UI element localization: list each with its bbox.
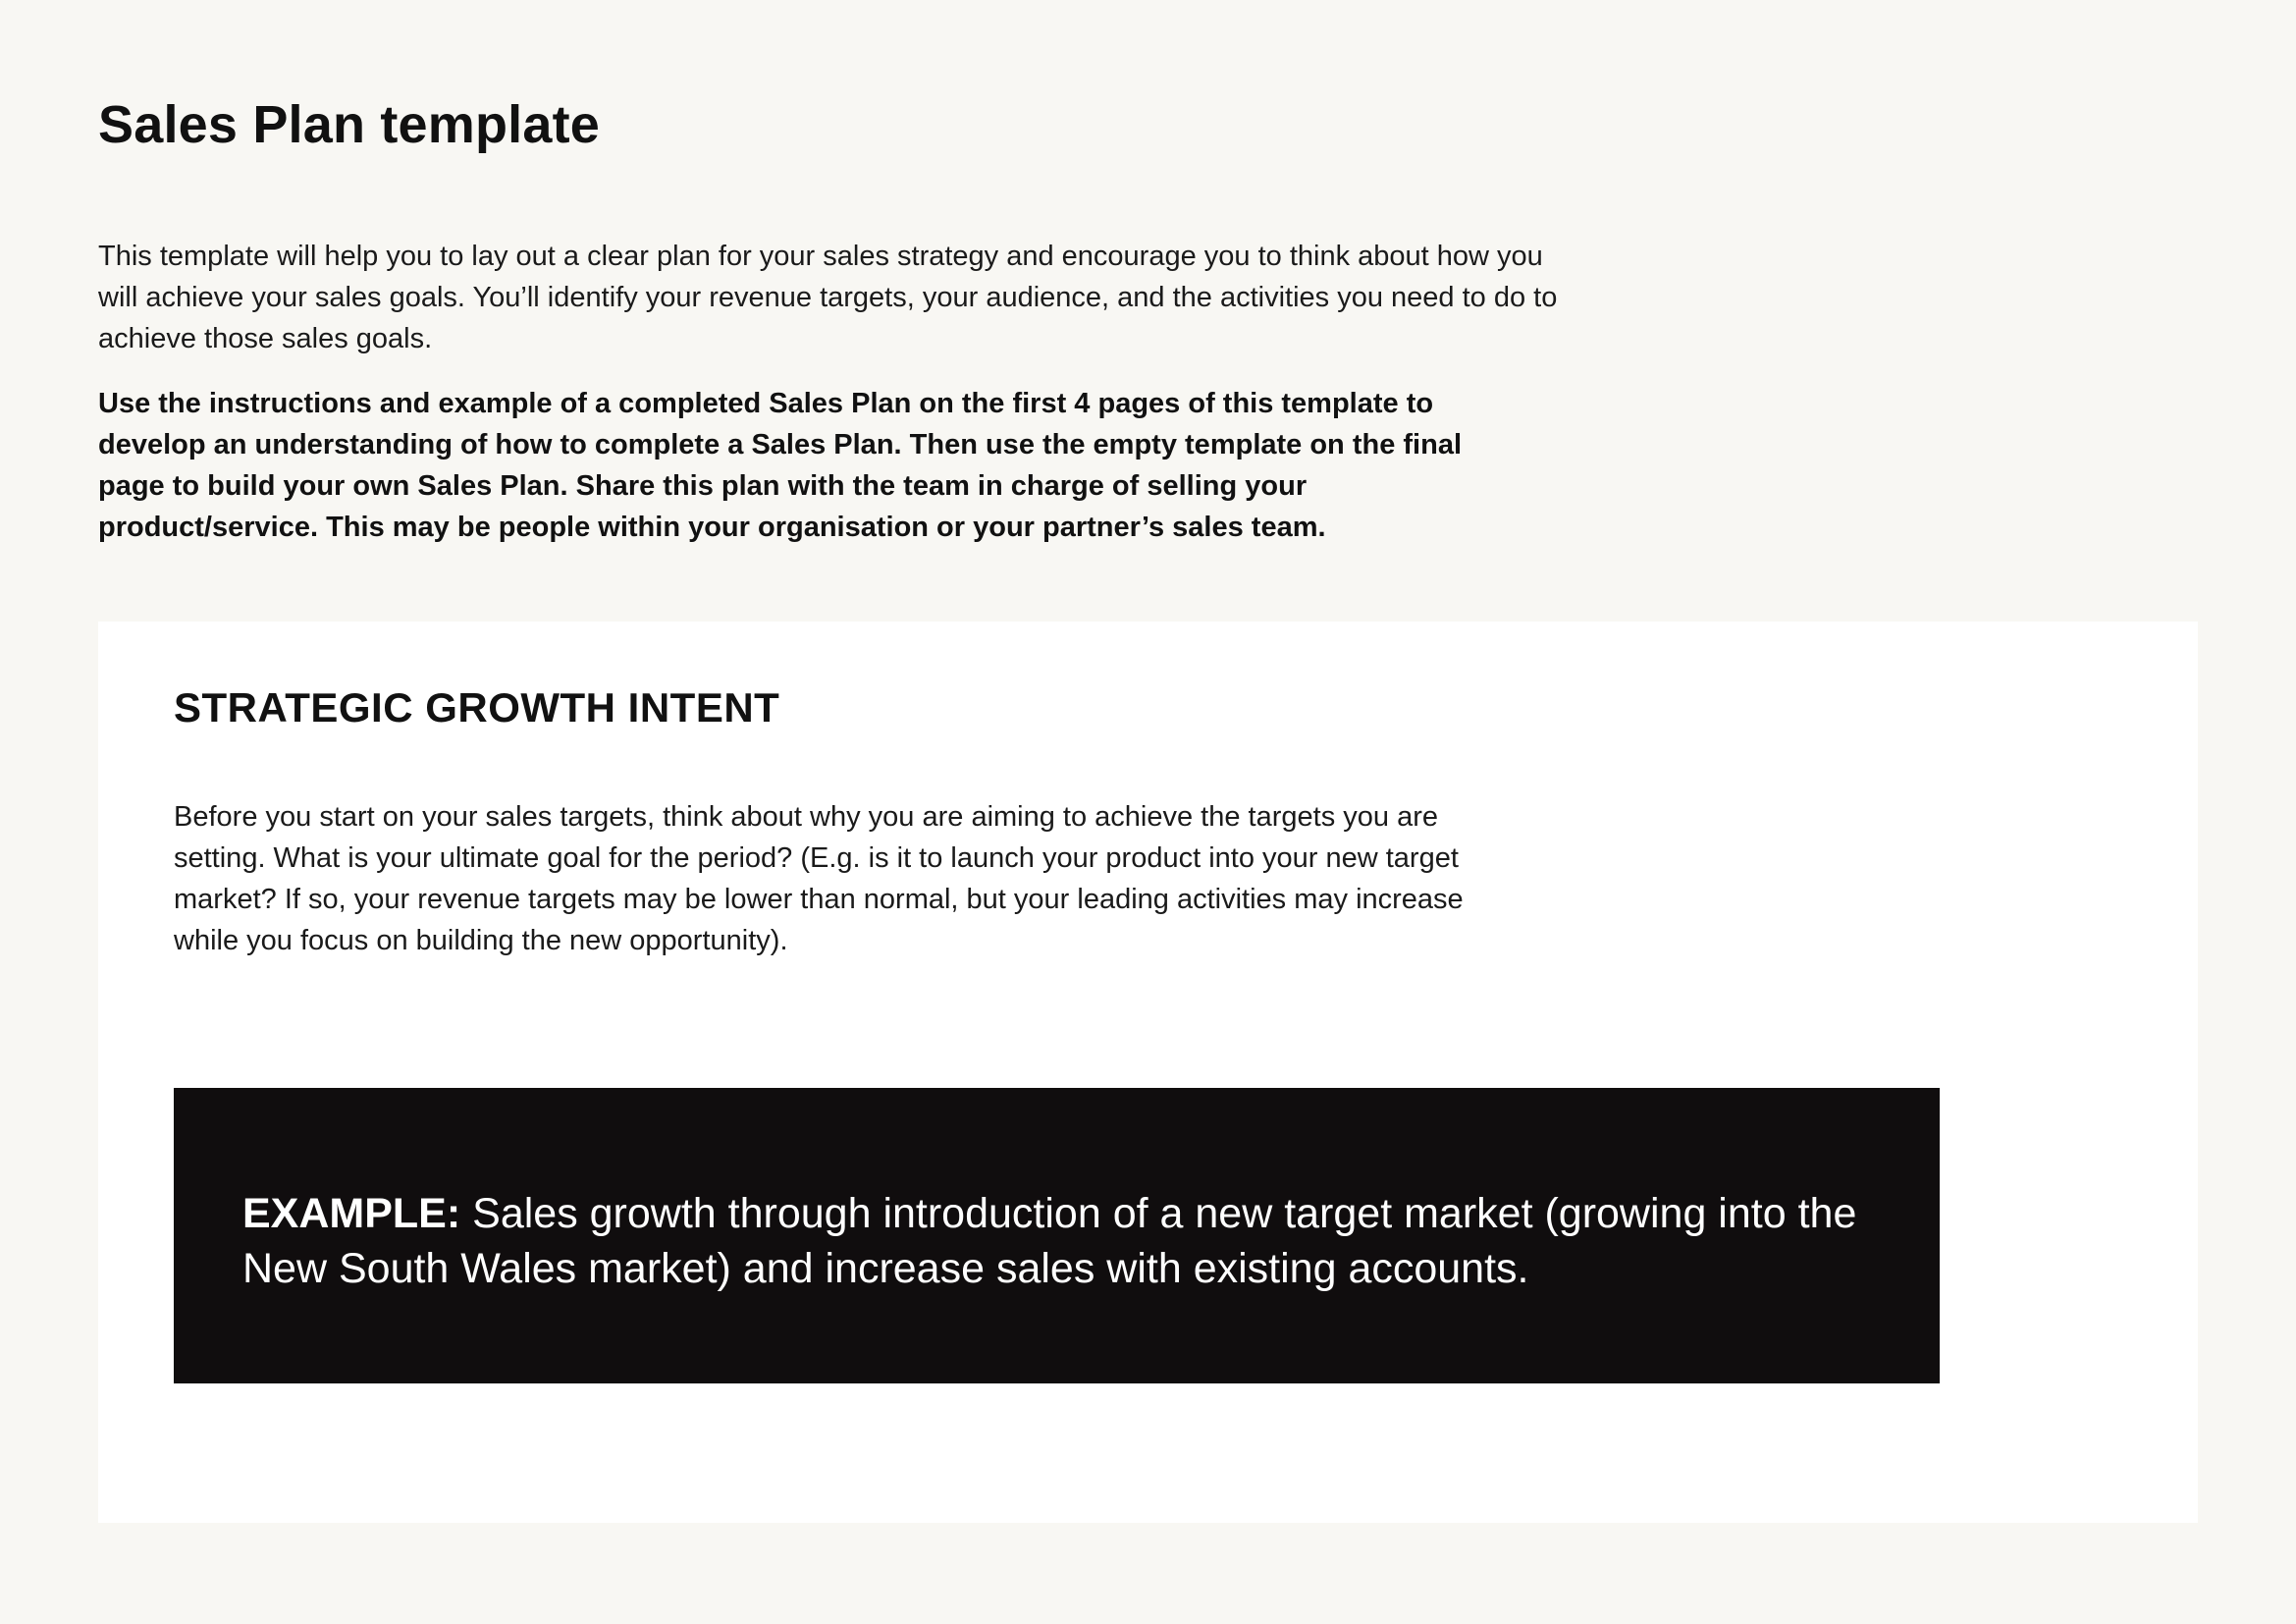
instructions-paragraph: Use the instructions and example of a completed Sales Plan on the first 4 pages of this template to develop an understanding of how to complete a Sales Plan. Then use the empty template on the final page to build your own Sales Plan. Share this plan with the team in charge of selling your product/service. This may be people within your organisation or your partner’s sales team. <box>98 388 1462 543</box>
example-box <box>174 1088 1940 1383</box>
section-description: Before you start on your sales targets, think about why you are aiming to achieve the targets you are setting. What is your ultimate goal for the period? (E.g. is it to launch your product into your new target market? If so, your revenue targets may be lower than normal, but your leading activities may increase while you focus on building the new opportunity). <box>174 801 1464 956</box>
page-title: Sales Plan template <box>98 95 601 154</box>
section-heading: STRATEGIC GROWTH INTENT <box>174 684 780 731</box>
example-label: EXAMPLE: <box>242 1190 461 1237</box>
strategic-growth-panel <box>98 622 2198 1523</box>
intro-paragraph: This template will help you to lay out a clear plan for your sales strategy and encourage you to think about how you will achieve your sales goals. You’ll identify your revenue targets, your audience, and the activities you need to do to achieve those sales goals. <box>98 241 1558 354</box>
example-text: Sales growth through introduction of a new target market (growing into the New South Wales market) and increase sales with existing accounts. <box>242 1190 1857 1292</box>
example-paragraph <box>242 1186 1901 1296</box>
